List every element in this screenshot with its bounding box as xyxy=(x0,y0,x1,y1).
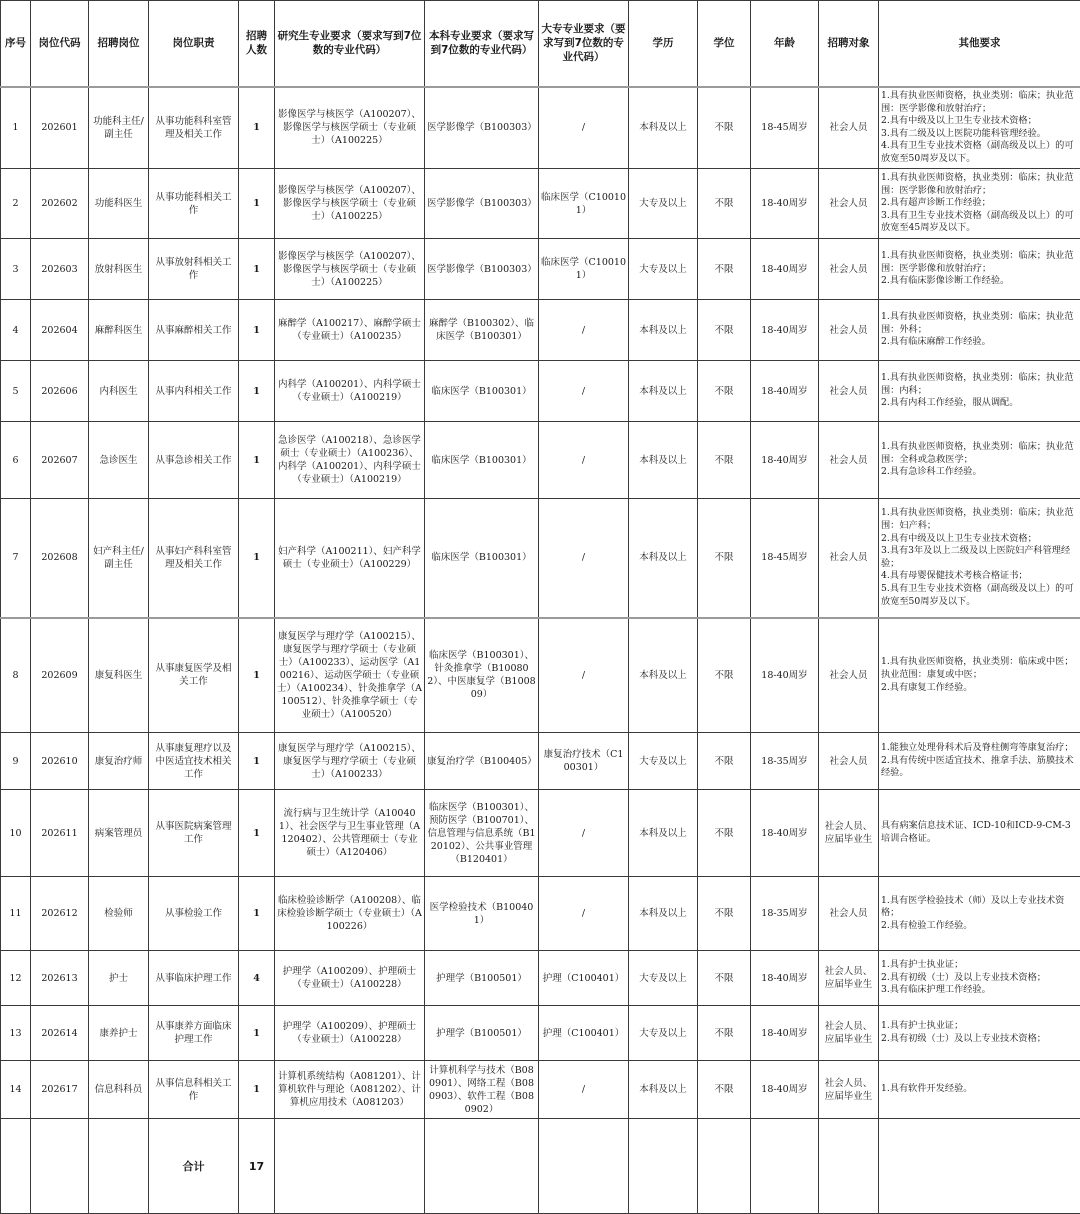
bachelor-major: 医学影像学（B100303） xyxy=(425,169,539,239)
table-row xyxy=(1,87,1080,169)
graduate-major: 护理学（A100209）、护理硕士（专业硕士）（A100228） xyxy=(275,1006,425,1061)
table-row xyxy=(1,733,1080,790)
recruit-target: 社会人员 xyxy=(819,300,879,361)
position-duty: 从事放射科相关工作 xyxy=(149,239,239,300)
table-row xyxy=(1,499,1080,618)
position-name: 妇产科主任/副主任 xyxy=(89,499,149,618)
total-label: 合计 xyxy=(149,1119,239,1214)
graduate-major: 内科学（A100201）、内科学硕士（专业硕士）（A100219） xyxy=(275,361,425,422)
college-major: / xyxy=(539,422,629,499)
education-level: 大专及以上 xyxy=(629,239,698,300)
recruit-target: 社会人员 xyxy=(819,169,879,239)
row-number: 13 xyxy=(1,1006,31,1061)
row-number: 4 xyxy=(1,300,31,361)
row-number: 8 xyxy=(1,618,31,733)
row-number: 1 xyxy=(1,87,31,169)
bachelor-major: 康复治疗学（B100405） xyxy=(425,733,539,790)
headcount: 1 xyxy=(239,1006,275,1061)
education-level: 大专及以上 xyxy=(629,951,698,1006)
age-range: 18-40周岁 xyxy=(751,1006,819,1061)
graduate-major: 康复医学与理疗学（A100215）、康复医学与理疗学硕士（专业硕士）（A100233）、运动医学（A100216）、运动医学硕士（专业硕士）（A100234）、针灸推拿学（A100512）、针灸推拿学硕士（专业硕士）（A100520） xyxy=(275,618,425,733)
row-number: 11 xyxy=(1,877,31,951)
row-number: 2 xyxy=(1,169,31,239)
position-duty: 从事功能科科室管理及相关工作 xyxy=(149,87,239,169)
age-range: 18-40周岁 xyxy=(751,1061,819,1119)
requirement-line: 1.具有执业医师资格，执业类别：临床；执业范围：全科或急救医学； xyxy=(881,441,1079,466)
requirement-line: 4.具有卫生专业技术资格（副高级及以上）的可放宽至50周岁及以下。 xyxy=(881,140,1079,165)
position-code: 202607 xyxy=(31,422,89,499)
graduate-major: 流行病与卫生统计学（A100401）、社会医学与卫生事业管理（A120402）、公共管理硕士（专业硕士）（A120406） xyxy=(275,790,425,877)
header-bachelor: 本科专业要求（要求写到7位数的专业代码） xyxy=(425,1,539,87)
graduate-major: 影像医学与核医学（A100207）、影像医学与核医学硕士（专业硕士）（A100225） xyxy=(275,169,425,239)
empty-cell xyxy=(751,1119,819,1214)
age-range: 18-40周岁 xyxy=(751,169,819,239)
empty-cell xyxy=(89,1119,149,1214)
requirement-line: 2.具有传统中医适宜技术、推拿手法、筋膜技术经验。 xyxy=(881,755,1079,780)
position-code: 202612 xyxy=(31,877,89,951)
degree-requirement: 不限 xyxy=(698,1006,751,1061)
row-number: 14 xyxy=(1,1061,31,1119)
position-duty: 从事检验工作 xyxy=(149,877,239,951)
requirement-line: 2.具有初级（士）及以上专业技术资格； xyxy=(881,972,1079,985)
requirement-line: 2.具有临床影像诊断工作经验。 xyxy=(881,275,1079,288)
requirement-line: 2.具有中级及以上卫生专业技术资格； xyxy=(881,115,1079,128)
bachelor-major: 医学影像学（B100303） xyxy=(425,87,539,169)
header-row xyxy=(1,1,1080,87)
degree-requirement: 不限 xyxy=(698,733,751,790)
age-range: 18-40周岁 xyxy=(751,300,819,361)
graduate-major: 影像医学与核医学（A100207）、影像医学与核医学硕士（专业硕士）（A100225） xyxy=(275,87,425,169)
table-body xyxy=(1,87,1080,1214)
row-number: 7 xyxy=(1,499,31,618)
education-level: 本科及以上 xyxy=(629,87,698,169)
education-level: 本科及以上 xyxy=(629,361,698,422)
position-name: 功能科主任/副主任 xyxy=(89,87,149,169)
education-level: 本科及以上 xyxy=(629,1061,698,1119)
graduate-major: 急诊医学（A100218）、急诊医学硕士（专业硕士）（A100236）、内科学（A100201）、内科学硕士（专业硕士）（A100219） xyxy=(275,422,425,499)
other-requirements xyxy=(879,790,1080,877)
education-level: 本科及以上 xyxy=(629,877,698,951)
other-requirements xyxy=(879,300,1080,361)
age-range: 18-40周岁 xyxy=(751,951,819,1006)
row-number: 6 xyxy=(1,422,31,499)
requirement-line: 3.具有卫生专业技术资格（副高级及以上）的可放宽至45周岁及以下。 xyxy=(881,210,1079,235)
position-duty: 从事康复理疗以及中医适宜技术相关工作 xyxy=(149,733,239,790)
row-number: 10 xyxy=(1,790,31,877)
bachelor-major: 临床医学（B100301） xyxy=(425,361,539,422)
degree-requirement: 不限 xyxy=(698,499,751,618)
empty-cell xyxy=(31,1119,89,1214)
position-duty: 从事临床护理工作 xyxy=(149,951,239,1006)
position-name: 内科医生 xyxy=(89,361,149,422)
other-requirements xyxy=(879,877,1080,951)
empty-cell xyxy=(425,1119,539,1214)
college-major: / xyxy=(539,790,629,877)
bachelor-major: 计算机科学与技术（B080901）、网络工程（B080903）、软件工程（B080902） xyxy=(425,1061,539,1119)
college-major: 护理（C100401） xyxy=(539,1006,629,1061)
headcount: 1 xyxy=(239,239,275,300)
table-row xyxy=(1,300,1080,361)
position-duty: 从事信息科相关工作 xyxy=(149,1061,239,1119)
position-code: 202610 xyxy=(31,733,89,790)
header-position: 招聘岗位 xyxy=(89,1,149,87)
empty-cell xyxy=(819,1119,879,1214)
college-major: / xyxy=(539,300,629,361)
requirement-line: 2.具有急诊科工作经验。 xyxy=(881,466,1079,479)
degree-requirement: 不限 xyxy=(698,239,751,300)
table-row xyxy=(1,1061,1080,1119)
table-row xyxy=(1,422,1080,499)
empty-cell xyxy=(698,1119,751,1214)
graduate-major: 临床检验诊断学（A100208）、临床检验诊断学硕士（专业硕士）（A100226） xyxy=(275,877,425,951)
requirement-line: 具有病案信息技术证、ICD-10和ICD-9-CM-3培训合格证。 xyxy=(881,820,1079,845)
other-requirements xyxy=(879,1061,1080,1119)
degree-requirement: 不限 xyxy=(698,951,751,1006)
empty-cell xyxy=(275,1119,425,1214)
requirement-line: 3.具有二级及以上医院功能科管理经验。 xyxy=(881,128,1079,141)
recruit-target: 社会人员 xyxy=(819,499,879,618)
total-row xyxy=(1,1119,1080,1214)
age-range: 18-40周岁 xyxy=(751,618,819,733)
headcount: 1 xyxy=(239,300,275,361)
requirement-line: 1.具有医学检验技术（师）及以上专业技术资格； xyxy=(881,895,1079,920)
headcount: 1 xyxy=(239,790,275,877)
empty-cell xyxy=(539,1119,629,1214)
requirement-line: 2.具有中级及以上卫生专业技术资格； xyxy=(881,533,1079,546)
position-code: 202617 xyxy=(31,1061,89,1119)
recruit-target: 社会人员 xyxy=(819,877,879,951)
age-range: 18-45周岁 xyxy=(751,499,819,618)
table-row xyxy=(1,877,1080,951)
headcount: 4 xyxy=(239,951,275,1006)
other-requirements xyxy=(879,239,1080,300)
college-major: / xyxy=(539,618,629,733)
other-requirements xyxy=(879,422,1080,499)
header-count: 招聘人数 xyxy=(239,1,275,87)
position-duty: 从事妇产科科室管理及相关工作 xyxy=(149,499,239,618)
college-major: / xyxy=(539,1061,629,1119)
degree-requirement: 不限 xyxy=(698,300,751,361)
header-college: 大专专业要求（要求写到7位数的专业代码） xyxy=(539,1,629,87)
bachelor-major: 医学检验技术（B100401） xyxy=(425,877,539,951)
table-row xyxy=(1,618,1080,733)
header-duty: 岗位职责 xyxy=(149,1,239,87)
header-degree: 学位 xyxy=(698,1,751,87)
headcount: 1 xyxy=(239,618,275,733)
education-level: 本科及以上 xyxy=(629,618,698,733)
other-requirements xyxy=(879,169,1080,239)
header-target: 招聘对象 xyxy=(819,1,879,87)
degree-requirement: 不限 xyxy=(698,169,751,239)
degree-requirement: 不限 xyxy=(698,877,751,951)
position-duty: 从事麻醉相关工作 xyxy=(149,300,239,361)
degree-requirement: 不限 xyxy=(698,1061,751,1119)
college-major: 康复治疗技术（C100301） xyxy=(539,733,629,790)
college-major: 临床医学（C100101） xyxy=(539,169,629,239)
graduate-major: 麻醉学（A100217）、麻醉学硕士（专业硕士）（A100235） xyxy=(275,300,425,361)
position-name: 护士 xyxy=(89,951,149,1006)
education-level: 本科及以上 xyxy=(629,422,698,499)
education-level: 大专及以上 xyxy=(629,1006,698,1061)
headcount: 1 xyxy=(239,361,275,422)
requirement-line: 2.具有检验工作经验。 xyxy=(881,920,1079,933)
college-major: 护理（C100401） xyxy=(539,951,629,1006)
requirement-line: 2.具有临床麻醉工作经验。 xyxy=(881,336,1079,349)
headcount: 1 xyxy=(239,877,275,951)
empty-cell xyxy=(879,1119,1080,1214)
education-level: 大专及以上 xyxy=(629,169,698,239)
recruit-target: 社会人员 xyxy=(819,733,879,790)
table-row xyxy=(1,790,1080,877)
other-requirements xyxy=(879,499,1080,618)
header-no: 序号 xyxy=(1,1,31,87)
requirement-line: 2.具有康复工作经验。 xyxy=(881,682,1079,695)
position-name: 功能科医生 xyxy=(89,169,149,239)
position-code: 202613 xyxy=(31,951,89,1006)
table-row xyxy=(1,1006,1080,1061)
college-major: 临床医学（C100101） xyxy=(539,239,629,300)
headcount: 1 xyxy=(239,499,275,618)
position-name: 康复科医生 xyxy=(89,618,149,733)
education-level: 本科及以上 xyxy=(629,499,698,618)
other-requirements xyxy=(879,951,1080,1006)
requirement-line: 1.具有执业医师资格，执业类别：临床；执业范围：内科； xyxy=(881,372,1079,397)
position-code: 202609 xyxy=(31,618,89,733)
position-name: 康养护士 xyxy=(89,1006,149,1061)
recruit-target: 社会人员、应届毕业生 xyxy=(819,951,879,1006)
position-duty: 从事功能科相关工作 xyxy=(149,169,239,239)
position-name: 检验师 xyxy=(89,877,149,951)
graduate-major: 影像医学与核医学（A100207）、影像医学与核医学硕士（专业硕士）（A100225） xyxy=(275,239,425,300)
age-range: 18-40周岁 xyxy=(751,361,819,422)
headcount: 1 xyxy=(239,422,275,499)
headcount: 1 xyxy=(239,1061,275,1119)
bachelor-major: 护理学（B100501） xyxy=(425,1006,539,1061)
graduate-major: 护理学（A100209）、护理硕士（专业硕士）（A100228） xyxy=(275,951,425,1006)
requirement-line: 1.具有执业医师资格，执业类别：临床；执业范围：妇产科； xyxy=(881,507,1079,532)
recruit-target: 社会人员 xyxy=(819,422,879,499)
requirement-line: 5.具有卫生专业技术资格（副高级及以上）的可放宽至50周岁及以下。 xyxy=(881,583,1079,608)
row-number: 5 xyxy=(1,361,31,422)
headcount: 1 xyxy=(239,733,275,790)
recruit-target: 社会人员 xyxy=(819,618,879,733)
position-code: 202608 xyxy=(31,499,89,618)
table-row xyxy=(1,169,1080,239)
requirement-line: 1.具有护士执业证； xyxy=(881,959,1079,972)
position-duty: 从事急诊相关工作 xyxy=(149,422,239,499)
requirement-line: 2.具有超声诊断工作经验； xyxy=(881,197,1079,210)
header-other: 其他要求 xyxy=(879,1,1080,87)
position-duty: 从事康养方面临床护理工作 xyxy=(149,1006,239,1061)
other-requirements xyxy=(879,1006,1080,1061)
position-code: 202604 xyxy=(31,300,89,361)
position-code: 202601 xyxy=(31,87,89,169)
requirement-line: 1.具有执业医师资格，执业类别：临床；执业范围：医学影像和放射治疗； xyxy=(881,90,1079,115)
age-range: 18-35周岁 xyxy=(751,733,819,790)
position-code: 202611 xyxy=(31,790,89,877)
education-level: 大专及以上 xyxy=(629,733,698,790)
bachelor-major: 临床医学（B100301）、针灸推拿学（B100802）、中医康复学（B100809） xyxy=(425,618,539,733)
bachelor-major: 麻醉学（B100302）、临床医学（B100301） xyxy=(425,300,539,361)
row-number: 12 xyxy=(1,951,31,1006)
other-requirements xyxy=(879,733,1080,790)
requirement-line: 3.具有3年及以上二级及以上医院妇产科管理经验； xyxy=(881,545,1079,570)
degree-requirement: 不限 xyxy=(698,422,751,499)
header-age: 年龄 xyxy=(751,1,819,87)
headcount: 1 xyxy=(239,169,275,239)
degree-requirement: 不限 xyxy=(698,790,751,877)
college-major: / xyxy=(539,361,629,422)
recruit-target: 社会人员、应届毕业生 xyxy=(819,790,879,877)
recruit-target: 社会人员 xyxy=(819,239,879,300)
degree-requirement: 不限 xyxy=(698,618,751,733)
header-education: 学历 xyxy=(629,1,698,87)
education-level: 本科及以上 xyxy=(629,790,698,877)
degree-requirement: 不限 xyxy=(698,87,751,169)
requirement-line: 2.具有初级（士）及以上专业技术资格； xyxy=(881,1033,1079,1046)
table-row xyxy=(1,361,1080,422)
table-row xyxy=(1,239,1080,300)
education-level: 本科及以上 xyxy=(629,300,698,361)
age-range: 18-45周岁 xyxy=(751,87,819,169)
position-name: 放射科医生 xyxy=(89,239,149,300)
bachelor-major: 临床医学（B100301） xyxy=(425,422,539,499)
row-number: 9 xyxy=(1,733,31,790)
position-name: 信息科科员 xyxy=(89,1061,149,1119)
graduate-major: 妇产科学（A100211）、妇产科学硕士（专业硕士）（A100229） xyxy=(275,499,425,618)
college-major: / xyxy=(539,499,629,618)
header-graduate: 研究生专业要求（要求写到7位数的专业代码） xyxy=(275,1,425,87)
position-code: 202614 xyxy=(31,1006,89,1061)
empty-cell xyxy=(629,1119,698,1214)
other-requirements xyxy=(879,87,1080,169)
requirement-line: 1.具有执业医师资格，执业类别：临床或中医；执业范围：康复或中医； xyxy=(881,656,1079,681)
age-range: 18-40周岁 xyxy=(751,422,819,499)
bachelor-major: 护理学（B100501） xyxy=(425,951,539,1006)
position-name: 麻醉科医生 xyxy=(89,300,149,361)
age-range: 18-40周岁 xyxy=(751,790,819,877)
position-code: 202603 xyxy=(31,239,89,300)
position-duty: 从事康复医学及相关工作 xyxy=(149,618,239,733)
age-range: 18-40周岁 xyxy=(751,239,819,300)
requirement-line: 1.能独立处理骨科术后及脊柱侧弯等康复治疗； xyxy=(881,742,1079,755)
college-major: / xyxy=(539,877,629,951)
position-name: 康复治疗师 xyxy=(89,733,149,790)
requirement-line: 1.具有执业医师资格，执业类别：临床；执业范围：外科； xyxy=(881,311,1079,336)
empty-cell xyxy=(1,1119,31,1214)
requirement-line: 4.具有母婴保健技术考核合格证书； xyxy=(881,570,1079,583)
degree-requirement: 不限 xyxy=(698,361,751,422)
requirement-line: 1.具有护士执业证； xyxy=(881,1020,1079,1033)
recruit-target: 社会人员 xyxy=(819,361,879,422)
total-count: 17 xyxy=(239,1119,275,1214)
requirement-line: 1.具有软件开发经验。 xyxy=(881,1083,1079,1096)
bachelor-major: 临床医学（B100301） xyxy=(425,499,539,618)
recruit-target: 社会人员、应届毕业生 xyxy=(819,1061,879,1119)
position-duty: 从事内科相关工作 xyxy=(149,361,239,422)
position-code: 202602 xyxy=(31,169,89,239)
graduate-major: 康复医学与理疗学（A100215）、康复医学与理疗学硕士（专业硕士）（A100233） xyxy=(275,733,425,790)
position-duty: 从事医院病案管理工作 xyxy=(149,790,239,877)
bachelor-major: 医学影像学（B100303） xyxy=(425,239,539,300)
college-major: / xyxy=(539,87,629,169)
table-row xyxy=(1,951,1080,1006)
headcount: 1 xyxy=(239,87,275,169)
requirement-line: 1.具有执业医师资格，执业类别：临床；执业范围：医学影像和放射治疗； xyxy=(881,172,1079,197)
requirement-line: 3.具有临床护理工作经验。 xyxy=(881,984,1079,997)
bachelor-major: 临床医学（B100301）、预防医学（B100701）、信息管理与信息系统（B120102）、公共事业管理（B120401） xyxy=(425,790,539,877)
recruit-target: 社会人员 xyxy=(819,87,879,169)
requirement-line: 1.具有执业医师资格，执业类别：临床；执业范围：医学影像和放射治疗； xyxy=(881,250,1079,275)
header-code: 岗位代码 xyxy=(31,1,89,87)
recruit-target: 社会人员、应届毕业生 xyxy=(819,1006,879,1061)
position-code: 202606 xyxy=(31,361,89,422)
position-name: 急诊医生 xyxy=(89,422,149,499)
other-requirements xyxy=(879,618,1080,733)
graduate-major: 计算机系统结构（A081201）、计算机软件与理论（A081202）、计算机应用技术（A081203） xyxy=(275,1061,425,1119)
row-number: 3 xyxy=(1,239,31,300)
other-requirements xyxy=(879,361,1080,422)
requirement-line: 2.具有内科工作经验，服从调配。 xyxy=(881,397,1079,410)
position-name: 病案管理员 xyxy=(89,790,149,877)
age-range: 18-35周岁 xyxy=(751,877,819,951)
